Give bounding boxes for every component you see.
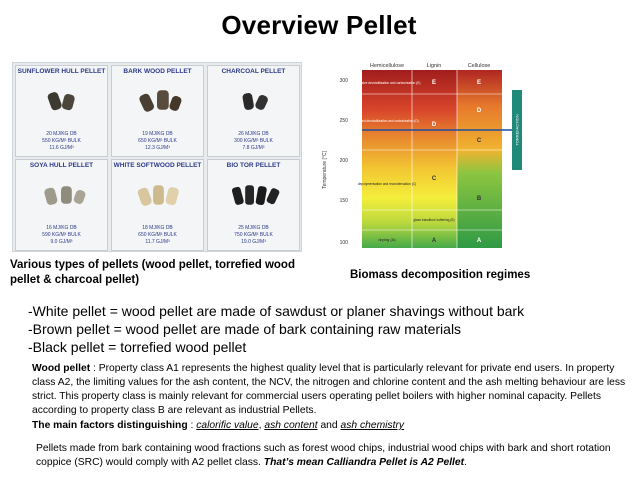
pellet-image [16, 178, 107, 212]
list-item: -Brown pellet = wood pellet are made of bark containing raw materials [28, 321, 462, 337]
bark-pellet-paragraph [36, 442, 632, 470]
biomass-decomposition-chart [312, 60, 632, 260]
y-tick: 100 [339, 240, 348, 246]
pellet-cell [111, 65, 204, 157]
pellet-image [208, 178, 299, 212]
paragraph-end: . [464, 457, 467, 468]
y-tick: 200 [339, 158, 348, 164]
hemicellulose-column [362, 70, 412, 248]
factor-item: calorific value [196, 420, 259, 431]
y-tick: 150 [339, 198, 348, 204]
pellet-label: BARK WOOD PELLET [123, 68, 192, 75]
conclusion-text: That’s mean Calliandra Pellet is A2 Pellet [263, 457, 465, 468]
regime-letter: A [431, 238, 437, 244]
cellulose-column [457, 70, 502, 248]
pellet-stats: 16 MJ/KG DB 590 KG/M³ BULK 9.0 GJ/M³ [42, 225, 81, 245]
pellet-stats: 19 MJ/KG DB 650 KG/M³ BULK 12.3 GJ/M³ [138, 131, 177, 151]
regime-letter: E [476, 80, 482, 86]
pellet-cell [207, 65, 300, 157]
paragraph-text: Pellets made from bark containing wood fractions such as forest wood chips, industrial wood chips with bark and short rotation coppice (SRC) would comply with A2 pellet class. [36, 443, 611, 468]
pellet-image [208, 84, 299, 118]
pellet-stats: 18 MJ/KG DB 650 KG/M³ BULK 11.7 GJ/M³ [138, 225, 177, 245]
torrefaction-label: TORREFACTION [514, 114, 520, 146]
column-header: Cellulose [467, 63, 491, 69]
pellet-stats: 20 MJ/KG DB 550 KG/M³ BULK 11.6 GJ/M³ [42, 131, 81, 151]
regime-letter: D [476, 108, 482, 114]
regime-letter: C [476, 138, 482, 144]
pellet-types-photo [12, 62, 302, 252]
pellet-label: SOYA HULL PELLET [29, 162, 94, 169]
pellet-cell [207, 159, 300, 251]
pellet-cell [15, 65, 108, 157]
factor-item: ash chemistry [340, 420, 405, 431]
pellet-label: CHARCOAL PELLET [221, 68, 286, 75]
pellet-stats: 25 MJ/KG DB 750 KG/M³ BULK 19.0 GJ/M³ [234, 225, 273, 245]
paragraph-lead: Wood pellet [32, 363, 91, 374]
separator: : [187, 420, 197, 431]
regime-letter: D [431, 122, 437, 128]
pellet-cell [15, 159, 108, 251]
y-tick: 300 [339, 78, 348, 84]
separator: and [317, 420, 341, 431]
separator: , [258, 420, 265, 431]
paragraph-text: : Property class A1 represents the highest quality level that is particularly relevant for private end users. In property class A2, the limiting values for the ash content, the NCV, the nitrogen and chlorine content and the ash melting behaviour are less strict. This property class is mainly relevant for commercial users operating pellet boilers with higher nominal capacity. Pellets according to property class B are relevant as industrial Pellets. [32, 363, 626, 416]
band-label: Extensive devolatilisation and carbonisation (E) [353, 81, 421, 85]
column-header: Lignin [426, 63, 442, 69]
pellet-cell [111, 159, 204, 251]
pellet-label: SUNFLOWER HULL PELLET [17, 68, 106, 75]
y-tick: 250 [339, 118, 348, 124]
pellet-image [112, 84, 203, 118]
factor-item: ash content [264, 420, 318, 431]
list-item: -White pellet = wood pellet are made of sawdust or planer shavings without bark [28, 303, 525, 319]
pellet-photo-caption: Various types of pellets (wood pellet, torrefied wood pellet & charcoal pellet) [10, 259, 295, 286]
pellet-label: WHITE SOFTWOOD PELLET [113, 162, 202, 169]
pellet-image [112, 178, 203, 212]
pellet-type-list [28, 302, 628, 356]
regime-letter: A [476, 238, 482, 244]
band-label: drying (A) [378, 237, 396, 242]
regime-letter: B [476, 196, 482, 202]
band-label: depolymerisation and recondensation (C) [357, 182, 417, 186]
list-item: -Black pellet = torrefied wood pellet [28, 339, 247, 355]
main-factors-line [32, 419, 404, 433]
band-label: glass transition/ softening (B) [413, 218, 455, 222]
band-label: Limited devolatilisation and carbonisation (D) [355, 119, 419, 123]
y-axis-label: Temperature [°C] [322, 151, 328, 189]
regime-letter: C [431, 176, 437, 182]
factors-lead: The main factors distinguishing [32, 420, 188, 431]
pellet-label: BIO TOR PELLET [226, 162, 281, 169]
slide-title: Overview Pellet [221, 10, 417, 40]
wood-pellet-paragraph [32, 362, 632, 418]
pellet-image [16, 84, 107, 118]
column-header: Hemicellulose [369, 63, 405, 69]
chart-caption: Biomass decomposition regimes [350, 269, 531, 281]
regime-letter: E [431, 80, 437, 86]
pellet-stats: 26 MJ/KG DB 300 KG/M³ BULK 7.8 GJ/M³ [234, 131, 273, 151]
